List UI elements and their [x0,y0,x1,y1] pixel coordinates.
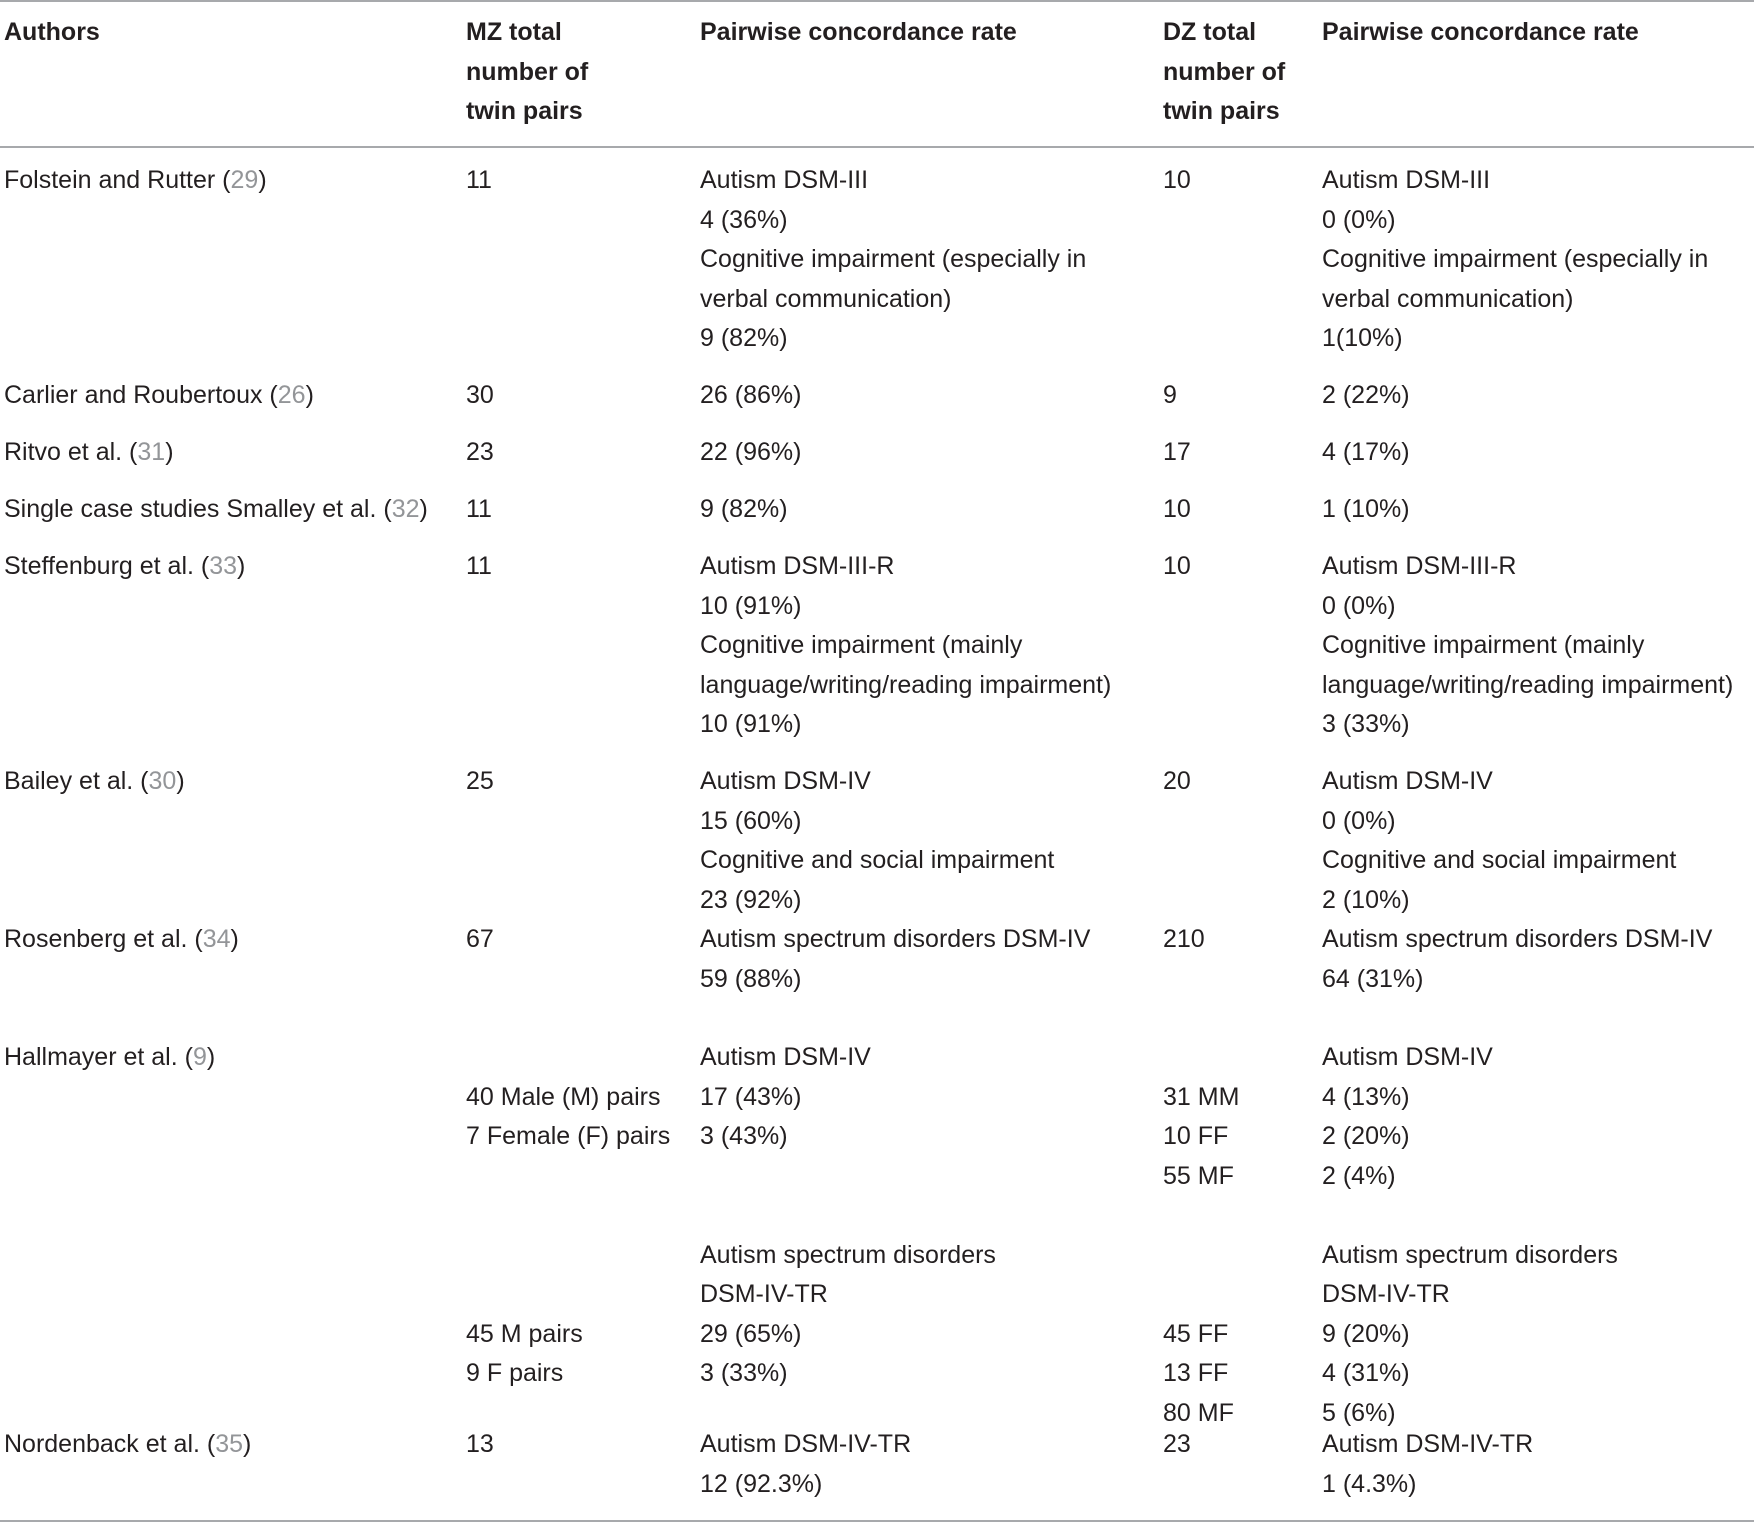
cell-line: 9 (82%) [700,495,788,523]
dz-total-cell [1163,1038,1239,1433]
cell-line: Autism DSM-III-R [700,552,895,580]
header-mz-concordance: Pairwise concordance rate [700,18,1017,46]
author-name: Hallmayer et al. ( [4,1043,193,1071]
cell-line: 64 (31%) [1322,964,1424,993]
cell-line: 20 [1163,767,1191,795]
cell-line: 3 (33%) [1322,710,1410,738]
cell-line [466,1236,670,1276]
reference-link[interactable]: 30 [148,767,177,795]
header-bottom-rule [0,146,1754,148]
cell-line: Cognitive impairment (especially in [700,245,1087,273]
cell-line: 10 FF [1163,1122,1229,1150]
author-cell [4,920,239,960]
cell-line: Cognitive and social impairment [1322,846,1677,874]
cell-line: 45 FF [1163,1319,1229,1348]
cell-line [466,1196,670,1236]
cell-line: DSM-IV-TR [1322,1280,1450,1308]
cell-line: 4 (36%) [700,205,788,234]
author-cell [4,762,185,802]
cell-line: DSM-IV-TR [700,1280,828,1308]
cell-line [1163,1275,1239,1315]
reference-link[interactable]: 26 [277,381,306,409]
cell-line: Autism spectrum disorders DSM-IV [700,925,1091,953]
cell-line: Autism DSM-IV [700,1043,871,1071]
dz-total-cell [1163,433,1191,473]
header-mz-total-line: number of [466,57,589,86]
mz-total-cell [466,920,494,960]
cell-line: Autism DSM-IV-TR [1322,1430,1534,1458]
cell-line: 2 (10%) [1322,885,1410,914]
cell-line: 30 [466,381,494,409]
cell-line: Autism DSM-III-R [1322,552,1517,580]
dz-concordance-cell [1322,376,1410,416]
author-paren: ) [165,438,174,466]
author-cell [4,490,428,530]
mz-total-cell [466,1425,494,1465]
mz-total-cell [466,1038,670,1433]
header-dz-total-line: DZ total [1163,18,1257,46]
cell-line: verbal communication) [700,284,952,313]
mz-concordance-cell [700,762,1054,920]
author-cell [4,1038,215,1078]
reference-link[interactable]: 33 [209,552,238,580]
cell-line: Cognitive impairment (mainly [1322,631,1645,659]
cell-line: Autism DSM-IV-TR [700,1430,912,1458]
cell-line: Cognitive impairment (mainly [700,631,1023,659]
cell-line: verbal communication) [1322,284,1574,313]
cell-line: 0 (0%) [1322,591,1396,620]
dz-concordance-cell [1322,490,1410,530]
dz-concordance-cell [1322,1425,1533,1504]
header-mz-total-line: MZ total [466,18,562,46]
cell-line [1322,1196,1618,1236]
cell-line: Autism spectrum disorders [700,1240,996,1269]
cell-line: 4 (17%) [1322,438,1410,466]
dz-total-cell [1163,490,1191,530]
mz-concordance-cell [700,490,788,530]
cell-line: Autism spectrum disorders [1322,1240,1618,1269]
cell-line [1163,1038,1239,1078]
reference-link[interactable]: 32 [391,495,420,523]
author-paren: ) [176,767,185,795]
author-name: Single case studies Smalley et al. ( [4,495,392,523]
cell-line: 2 (4%) [1322,1161,1396,1190]
mz-concordance-cell [700,376,801,416]
mz-total-cell [466,433,494,473]
cell-line: 29 (65%) [700,1319,802,1348]
cell-line: 11 [466,552,492,580]
mz-total-cell [466,376,494,416]
cell-line: 10 (91%) [700,710,802,738]
author-name: Rosenberg et al. ( [4,925,203,953]
author-name: Carlier and Roubertoux ( [4,381,278,409]
dz-concordance-cell [1322,1038,1618,1433]
cell-line [466,1038,670,1078]
cell-line: 11 [466,495,492,523]
cell-line: language/writing/reading impairment) [700,670,1112,699]
cell-line: 13 [466,1430,494,1458]
header-dz-total-line: twin pairs [1163,97,1280,125]
cell-line: 10 [1163,495,1191,523]
mz-concordance-cell [700,1425,911,1504]
cell-line: 210 [1163,925,1205,953]
author-paren: ) [230,925,239,953]
cell-line: 9 [1163,381,1177,409]
dz-concordance-cell [1322,547,1733,745]
table-bottom-rule [0,1520,1754,1522]
author-name: Ritvo et al. ( [4,438,138,466]
cell-line: Autism DSM-III [700,166,869,194]
author-paren: ) [206,1043,216,1071]
cell-line: 23 (92%) [700,885,802,914]
cell-line: 4 (31%) [1322,1359,1410,1387]
cell-line: 15 (60%) [700,806,802,835]
cell-line: 7 Female (F) pairs [466,1122,671,1150]
cell-line: 10 (91%) [700,591,802,620]
author-paren: ) [243,1430,252,1458]
reference-link[interactable]: 9 [192,1043,207,1071]
cell-line: 23 [1163,1430,1191,1458]
dz-total-cell [1163,762,1191,802]
cell-line: language/writing/reading impairment) [1322,670,1734,699]
cell-line: 23 [466,438,494,466]
dz-concordance-cell [1322,433,1410,473]
header-mz-total [466,13,588,132]
reference-link[interactable]: 34 [202,925,231,953]
dz-total-cell [1163,920,1205,960]
mz-total-cell [466,762,494,802]
author-paren: ) [258,166,267,194]
mz-total-cell [466,547,492,587]
header-dz-total [1163,13,1285,132]
cell-line: 22 (96%) [700,438,802,466]
cell-line: 67 [466,925,494,953]
cell-line: 9 (20%) [1322,1319,1410,1348]
cell-line: Autism DSM-IV [700,767,871,795]
author-name: Folstein and Rutter ( [4,166,231,194]
cell-line: Autism DSM-III [1322,166,1491,194]
dz-concordance-cell [1322,920,1712,999]
cell-line [466,1394,670,1434]
reference-link[interactable]: 35 [215,1430,244,1458]
reference-link[interactable]: 31 [137,438,166,466]
cell-line: 0 (0%) [1322,205,1396,234]
cell-line: 9 F pairs [466,1359,564,1387]
cell-line: Autism DSM-IV [1322,767,1493,795]
mz-concordance-cell [700,161,1086,359]
cell-line [700,1157,996,1197]
mz-concordance-cell [700,920,1090,999]
dz-total-cell [1163,161,1191,201]
cell-line: 40 Male (M) pairs [466,1082,661,1111]
mz-concordance-cell [700,547,1111,745]
cell-line: 3 (33%) [700,1359,788,1387]
author-cell [4,1425,251,1465]
author-name: Steffenburg et al. ( [4,552,210,580]
reference-link[interactable]: 29 [230,166,259,194]
cell-line: 25 [466,767,494,795]
author-paren: ) [237,552,246,580]
cell-line: 2 (20%) [1322,1122,1410,1150]
dz-total-cell [1163,376,1177,416]
dz-total-cell [1163,547,1191,587]
mz-total-cell [466,161,492,201]
cell-line: 11 [466,166,492,194]
cell-line: 4 (13%) [1322,1082,1410,1111]
table-top-rule [0,0,1754,2]
cell-line: 5 (6%) [1322,1398,1396,1427]
cell-line [466,1275,670,1315]
cell-line: 0 (0%) [1322,806,1396,835]
cell-line [466,1157,670,1197]
cell-line: 26 (86%) [700,381,802,409]
cell-line: Autism spectrum disorders DSM-IV [1322,925,1713,953]
header-dz-total-line: number of [1163,57,1286,86]
mz-concordance-cell [700,433,801,473]
dz-concordance-cell [1322,161,1708,359]
author-cell [4,161,267,201]
cell-line: 17 (43%) [700,1082,802,1111]
header-mz-total-line: twin pairs [466,97,583,125]
cell-line: 1 (4.3%) [1322,1469,1417,1498]
cell-line: 17 [1163,438,1191,466]
cell-line: 12 (92.3%) [700,1469,823,1498]
dz-concordance-cell [1322,762,1676,920]
cell-line: 3 (43%) [700,1122,788,1150]
cell-line [1163,1236,1239,1276]
cell-line [1163,1196,1239,1236]
cell-line: 1(10%) [1322,324,1403,352]
cell-line: 10 [1163,166,1191,194]
cell-line: 2 (22%) [1322,381,1410,409]
cell-line: 59 (88%) [700,964,802,993]
cell-line: 80 MF [1163,1398,1234,1427]
author-name: Bailey et al. ( [4,767,149,795]
cell-line: 1 (10%) [1322,495,1410,523]
author-paren: ) [419,495,428,523]
author-cell [4,547,245,587]
mz-concordance-cell [700,1038,996,1433]
cell-line: 45 M pairs [466,1319,583,1348]
cell-line: Autism DSM-IV [1322,1043,1493,1071]
header-authors: Authors [4,18,100,46]
cell-line: 10 [1163,552,1191,580]
mz-total-cell [466,490,492,530]
cell-line: 31 MM [1163,1082,1240,1111]
cell-line: Cognitive and social impairment [700,846,1055,874]
author-paren: ) [305,381,314,409]
cell-line: 55 MF [1163,1161,1234,1190]
cell-line: 13 FF [1163,1359,1229,1387]
cell-line: 9 (82%) [700,324,788,352]
author-cell [4,433,174,473]
cell-line: Cognitive impairment (especially in [1322,245,1709,273]
cell-line [700,1196,996,1236]
author-name: Nordenback et al. ( [4,1430,216,1458]
header-dz-concordance: Pairwise concordance rate [1322,18,1639,46]
dz-total-cell [1163,1425,1191,1465]
author-cell [4,376,314,416]
